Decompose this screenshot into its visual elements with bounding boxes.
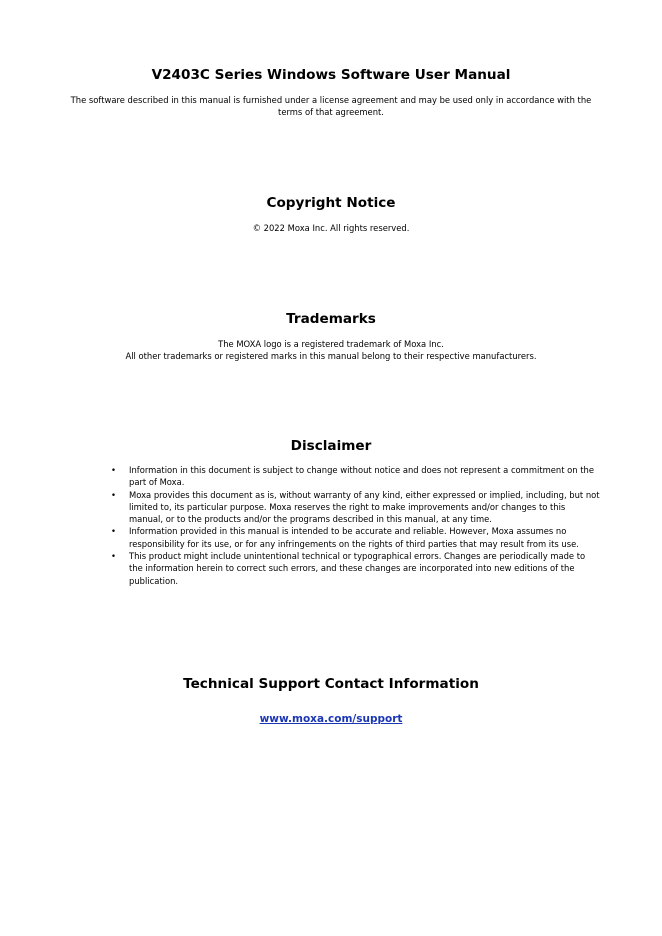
bullet: • [111,526,116,537]
copyright-heading: Copyright Notice [266,195,396,211]
disclaimer-item-text: Information provided in this manual is intended to be accurate and reliable. However, Moxa assumes no responsibility for its use, or for any infringements on the rights of third parties that may result from its use. [129,526,579,549]
disclaimer-heading: Disclaimer [290,438,372,454]
trademarks-heading: Trademarks [286,311,376,327]
document-title: V2403C Series Windows Software User Manual [151,67,511,83]
disclaimer-item-text: Information in this document is subject to change without notice and does not represent a commitment on the part of Moxa. [129,465,595,488]
license-intro-text: The software described in this manual is furnished under a license agreement and may be used only in accordance with the terms of that agreement. [70,95,592,117]
disclaimer-item-text: This product might include unintentional technical or typographical errors. Changes are periodically made to the information herein to correct such errors, and these changes are incorporated into new editions of the publication. [129,551,586,586]
disclaimer-item-text: Moxa provides this document as is, without warranty of any kind, either expressed or implied, including, but not limited to, its particular purpose. Moxa reserves the right to make improvements and/or changes to this manual, or to the products and/or the programs described in this manual, at any time. [129,489,600,525]
support-heading: Technical Support Contact Information [183,676,479,692]
support-link[interactable]: www.moxa.com/support [259,713,403,725]
disclaimer-item [111,464,601,489]
bullet: • [111,465,116,475]
bullet: • [111,551,116,562]
disclaimer-list [111,464,601,587]
trademarks-line-2: All other trademarks or registered marks in this manual belong to their respective manufacturers. [125,351,537,361]
disclaimer-item [111,489,601,526]
disclaimer-item [111,525,601,550]
trademarks-line-1: The MOXA logo is a registered trademark of Moxa Inc. [218,339,444,349]
disclaimer-item [111,550,601,587]
bullet: • [111,489,116,500]
copyright-text: © 2022 Moxa Inc. All rights reserved. [252,223,410,233]
